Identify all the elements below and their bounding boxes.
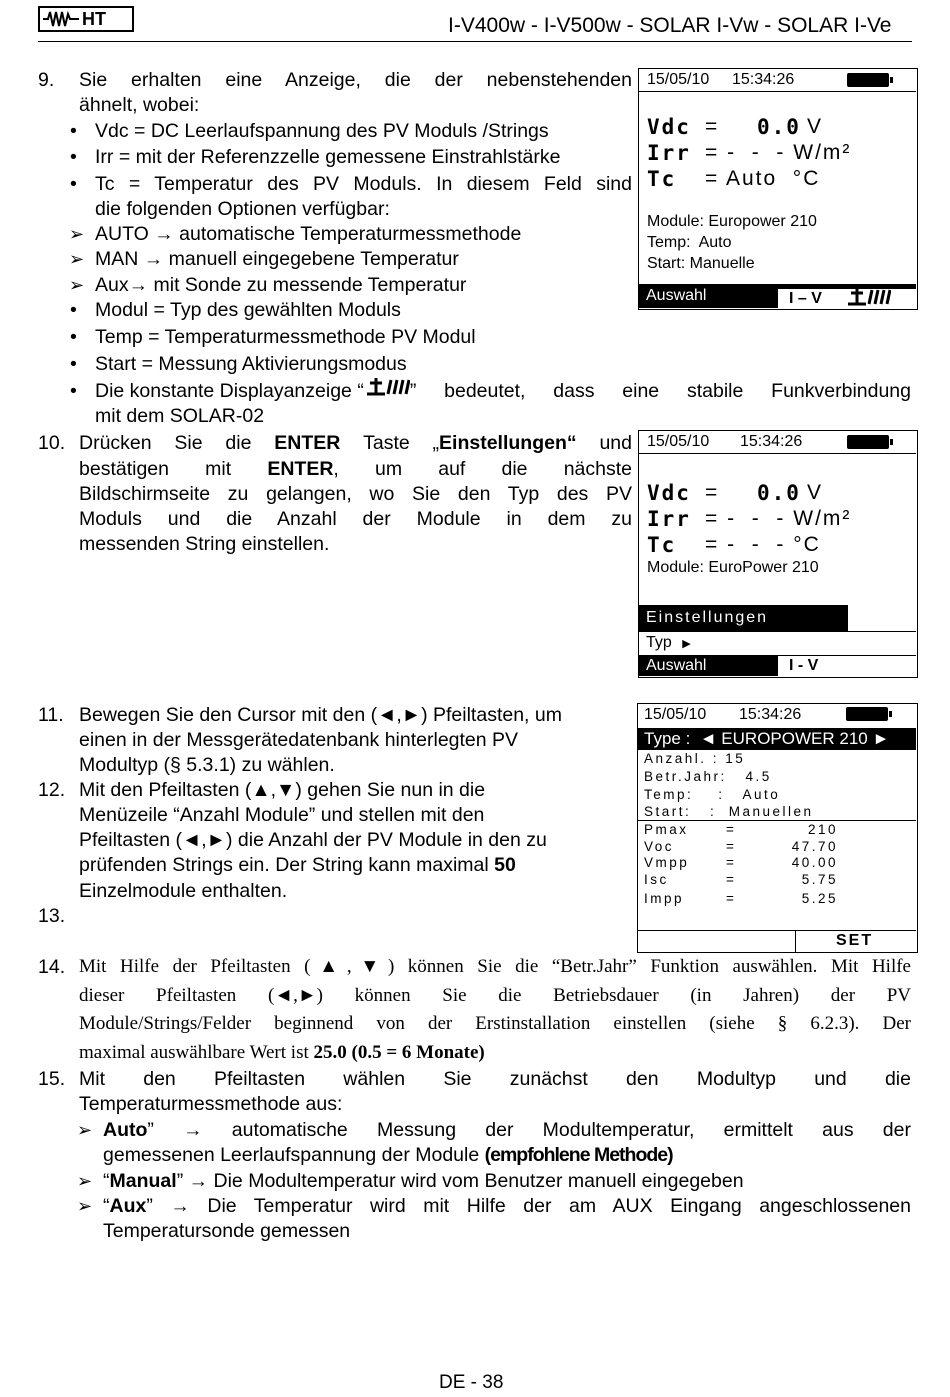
vdc-value: 0.0 <box>757 115 801 139</box>
screen-date: 15/05/10 <box>647 71 710 88</box>
step10-line5: messenden String einstellen. <box>79 533 330 555</box>
bullet-temp: • Temp = Temperaturmessmethode PV Modul <box>95 325 476 351</box>
max-modules: 50 <box>494 854 516 876</box>
display-text-pre: • Die konstante Displayanzeige “ <box>95 380 364 402</box>
option-man: ➢ MAN → manuell eingegebene Temperatur <box>95 247 459 273</box>
instrument-screen-measure <box>638 68 918 310</box>
screen-divider <box>795 930 796 952</box>
word: ENTER, <box>267 458 339 480</box>
step-number: 14. <box>38 956 66 978</box>
header-divider <box>38 41 912 42</box>
screen-divider <box>638 930 916 931</box>
option-text: ” → automatische Messung der Modultemperatur, ermittelt aus der <box>147 1119 911 1141</box>
module-type-selector[interactable]: Type : ◄ EUROPOWER 210 ► <box>638 728 916 750</box>
step-number: 13. <box>38 905 66 927</box>
option-text: gemessenen Leerlaufspannung der Module <box>103 1144 485 1166</box>
param-row: Vmpp = 40.00 <box>644 855 838 870</box>
step12-line4 <box>79 853 516 879</box>
step-number: 10. <box>38 432 66 454</box>
option-auto-desc-cont <box>103 1143 673 1169</box>
tc-value: = Auto °C <box>705 167 821 190</box>
mode-iv[interactable]: I - V <box>789 657 819 674</box>
screen-time: 15:34:26 <box>739 706 802 723</box>
param-value: 5.75 <box>801 871 838 887</box>
display-text-post: ” bedeutet, dass eine stabile Funkverbindung <box>409 380 911 402</box>
step12-line2: Menüzeile “Anzahl Module” und stellen mit den <box>79 804 485 826</box>
tc-label: Tc <box>647 167 677 191</box>
screen-time: 15:34:26 <box>732 71 795 88</box>
irr-value: = - - - W/m² <box>705 141 852 164</box>
option-auto: ➢ AUTO → automatische Temperaturmessmethode <box>95 222 521 248</box>
step9-line2: ähnelt, wobei: <box>79 94 200 116</box>
word: die <box>501 458 528 480</box>
param-name: Isc <box>644 871 669 887</box>
screen-divider <box>639 631 916 632</box>
bullet-irr: • Irr = mit der Referenzzelle gemessene Einstrahlstärke <box>95 145 561 171</box>
step12-line3: Pfeiltasten (◄,►) die Anzahl der PV Module in den zu <box>79 829 547 851</box>
param-row: Voc = 47.70 <box>644 838 838 854</box>
bullet-display <box>95 379 911 405</box>
battery-icon <box>847 435 889 449</box>
param-value: 47.70 <box>791 838 838 854</box>
step-number: 12. <box>38 779 66 801</box>
param-value: 5.25 <box>801 890 838 906</box>
param-name: Pmax <box>644 822 689 837</box>
typ-item[interactable] <box>646 634 691 652</box>
bullet-modul: • Modul = Typ des gewählten Moduls <box>95 298 401 324</box>
battery-icon <box>846 707 888 721</box>
word: bestätigen <box>79 458 169 480</box>
step15-line1: Mit den Pfeiltasten wählen Sie zunächst den Modultyp und die <box>79 1068 911 1090</box>
vdc-label: Vdc <box>647 115 691 139</box>
param-row: Isc = 5.75 <box>644 871 844 890</box>
screen-date: 15/05/10 <box>647 433 710 450</box>
param-value: 210 <box>807 822 838 837</box>
brand-text: HT <box>82 9 106 29</box>
step10-line4: Moduls und die Anzahl der Module in dem zu <box>79 508 632 530</box>
max-value: 25.0 (0.5 = 6 Monate) <box>313 1042 485 1063</box>
step11-line1: Bewegen Sie den Cursor mit den (◄,►) Pfeiltasten, um <box>79 704 562 726</box>
bullet-vdc: • Vdc = DC Leerlaufspannung des PV Moduls /Strings <box>95 119 549 145</box>
step10-line3: Bildschirmseite zu gelangen, wo Sie den Typ des PV <box>79 483 632 505</box>
step14-line4 <box>79 1039 485 1068</box>
menu-auswahl[interactable]: Auswahl <box>639 656 778 676</box>
option-name: Aux <box>109 1195 147 1217</box>
step12-line5: Einzelmodule enthalten. <box>79 880 288 902</box>
step10-line1 <box>79 431 632 457</box>
screen-module: Module: Europower 210 <box>647 213 817 230</box>
set-button[interactable]: SET <box>836 932 874 949</box>
word: mit <box>205 458 232 480</box>
recommended-note: (empfohlene Methode) <box>484 1144 673 1166</box>
screen-module: Module: EuroPower 210 <box>647 559 819 576</box>
screen-time: 15:34:26 <box>740 433 803 450</box>
step-number: 15. <box>38 1068 66 1090</box>
mode-iv[interactable]: I – V <box>789 290 822 307</box>
screen-divider <box>639 91 916 92</box>
option-manual-desc <box>103 1169 744 1195</box>
param-value: 40.00 <box>791 855 838 870</box>
step15-line2: Temperaturmessmethode aus: <box>79 1093 343 1115</box>
step-number: 9. <box>38 69 55 91</box>
start-field[interactable]: Start: : Manuellen <box>644 804 814 819</box>
caret-right-icon: ▶ <box>682 638 691 650</box>
anzahl-field[interactable]: Anzahl. : 15 <box>644 751 746 766</box>
vdc-unit: V <box>807 115 824 138</box>
screen-divider <box>639 453 916 454</box>
option-text: ” → Die Modultemperatur wird vom Benutzer manuell eingegeben <box>176 1170 744 1192</box>
tc-label: Tc <box>647 533 677 557</box>
option-name: ➢ Auto <box>103 1119 148 1141</box>
typ-label: Typ <box>646 634 672 651</box>
step14-line3: Module/Strings/Felder beginnend von der Erstinstallation einstellen (siehe § 6.2.3). Der <box>79 1013 911 1034</box>
param-row: Impp = 5.25 <box>644 890 838 906</box>
screen-date: 15/05/10 <box>644 706 707 723</box>
menu-auswahl[interactable]: Auswahl <box>639 284 778 308</box>
quote: ➢ “ <box>103 1195 110 1217</box>
step12-line1: Mit den Pfeiltasten (▲,▼) gehen Sie nun in die <box>79 779 486 801</box>
step14-line1: Mit Hilfe der Pfeiltasten (▲,▼) können Sie die “Betr.Jahr” Funktion auswählen. Mit Hilfe <box>79 956 911 977</box>
step10-line2 <box>79 457 632 483</box>
bullet-tc-cont: die folgenden Optionen verfügbar: <box>95 198 390 220</box>
word: Taste <box>363 432 410 454</box>
word: Sie <box>174 432 203 454</box>
option-auto-desc <box>103 1118 911 1144</box>
step14-line2: dieser Pfeiltasten (◄,►) können Sie die Betriebsdauer (in Jahren) der PV <box>79 985 911 1006</box>
vdc-label: Vdc <box>647 481 691 505</box>
temp-field[interactable]: Temp: : Auto <box>644 787 781 802</box>
key-enter: ENTER <box>267 458 334 480</box>
step-number: 11. <box>38 704 64 726</box>
bullet-tc: • Tc = Temperatur des PV Moduls. In diesem Feld sind <box>95 172 632 198</box>
page-header-title: I-V400w - I-V500w - SOLAR I-Vw - SOLAR I-Ve <box>448 14 892 37</box>
step9-line1: Sie erhalten eine Anzeige, die der nebenstehenden <box>79 69 632 91</box>
step14-line4-text: maximal auswählbare Wert ist <box>79 1042 314 1063</box>
key-enter: ENTER <box>274 432 341 454</box>
betr-jahr-field[interactable]: Betr.Jahr: 4.5 <box>644 769 772 784</box>
tc-value: = - - - °C <box>705 533 821 556</box>
instrument-screen-module-type <box>637 703 918 953</box>
word: und <box>599 432 632 454</box>
word: auf <box>438 458 466 480</box>
option-text: ” → Die Temperatur wird mit Hilfe der am AUX Eingang angeschlossenen <box>146 1195 911 1217</box>
bullet-display-cont: mit dem SOLAR-02 <box>95 405 265 427</box>
radio-link-icon <box>364 375 410 397</box>
vdc-eq: = <box>705 481 720 504</box>
step12-line4-text: prüfenden Strings ein. Der String kann maximal <box>79 854 495 876</box>
settings-term: Einstellungen“ <box>439 432 577 454</box>
page-number: DE - 38 <box>439 1372 504 1393</box>
word: Drücken <box>79 432 152 454</box>
brand-logo <box>38 6 134 32</box>
option-aux-desc <box>103 1194 911 1220</box>
option-name: Manual <box>109 1170 177 1192</box>
radio-link-icon <box>845 285 891 307</box>
irr-value: = - - - W/m² <box>705 507 852 530</box>
bullet-start: • Start = Messung Aktivierungsmodus <box>95 352 407 378</box>
param-name: Impp <box>644 890 685 906</box>
param-name: Voc <box>644 838 675 854</box>
word: nächste <box>563 458 632 480</box>
param-row: Pmax = 210 <box>644 822 838 837</box>
logo-wave-icon <box>43 10 79 28</box>
irr-label: Irr <box>647 141 691 165</box>
option-aux: ➢ Aux→ mit Sonde zu messende Temperatur <box>95 273 466 299</box>
param-name: Vmpp <box>644 855 690 870</box>
step11-line3: Modultyp (§ 5.3.1) zu wählen. <box>79 754 335 776</box>
option-aux-desc-cont: Temperatursonde gemessen <box>103 1220 351 1242</box>
word: die <box>225 432 252 454</box>
word: um <box>374 458 403 480</box>
vdc-value: 0.0 <box>757 481 801 505</box>
step11-line2: einen in der Messgerätedatenbank hinterlegten PV <box>79 729 519 751</box>
screen-temp: Temp: Auto <box>647 234 732 251</box>
irr-label: Irr <box>647 507 691 531</box>
instrument-screen-settings <box>638 430 918 678</box>
battery-icon <box>847 73 889 87</box>
module-params <box>644 821 844 906</box>
settings-menu-title[interactable]: Einstellungen <box>639 605 848 631</box>
word: „Einstellungen“ <box>432 432 577 454</box>
screen-start: Start: Manuelle <box>647 255 755 272</box>
vdc-unit: V <box>807 481 824 504</box>
quote: “ <box>103 1170 110 1192</box>
vdc-eq: = <box>705 115 720 138</box>
